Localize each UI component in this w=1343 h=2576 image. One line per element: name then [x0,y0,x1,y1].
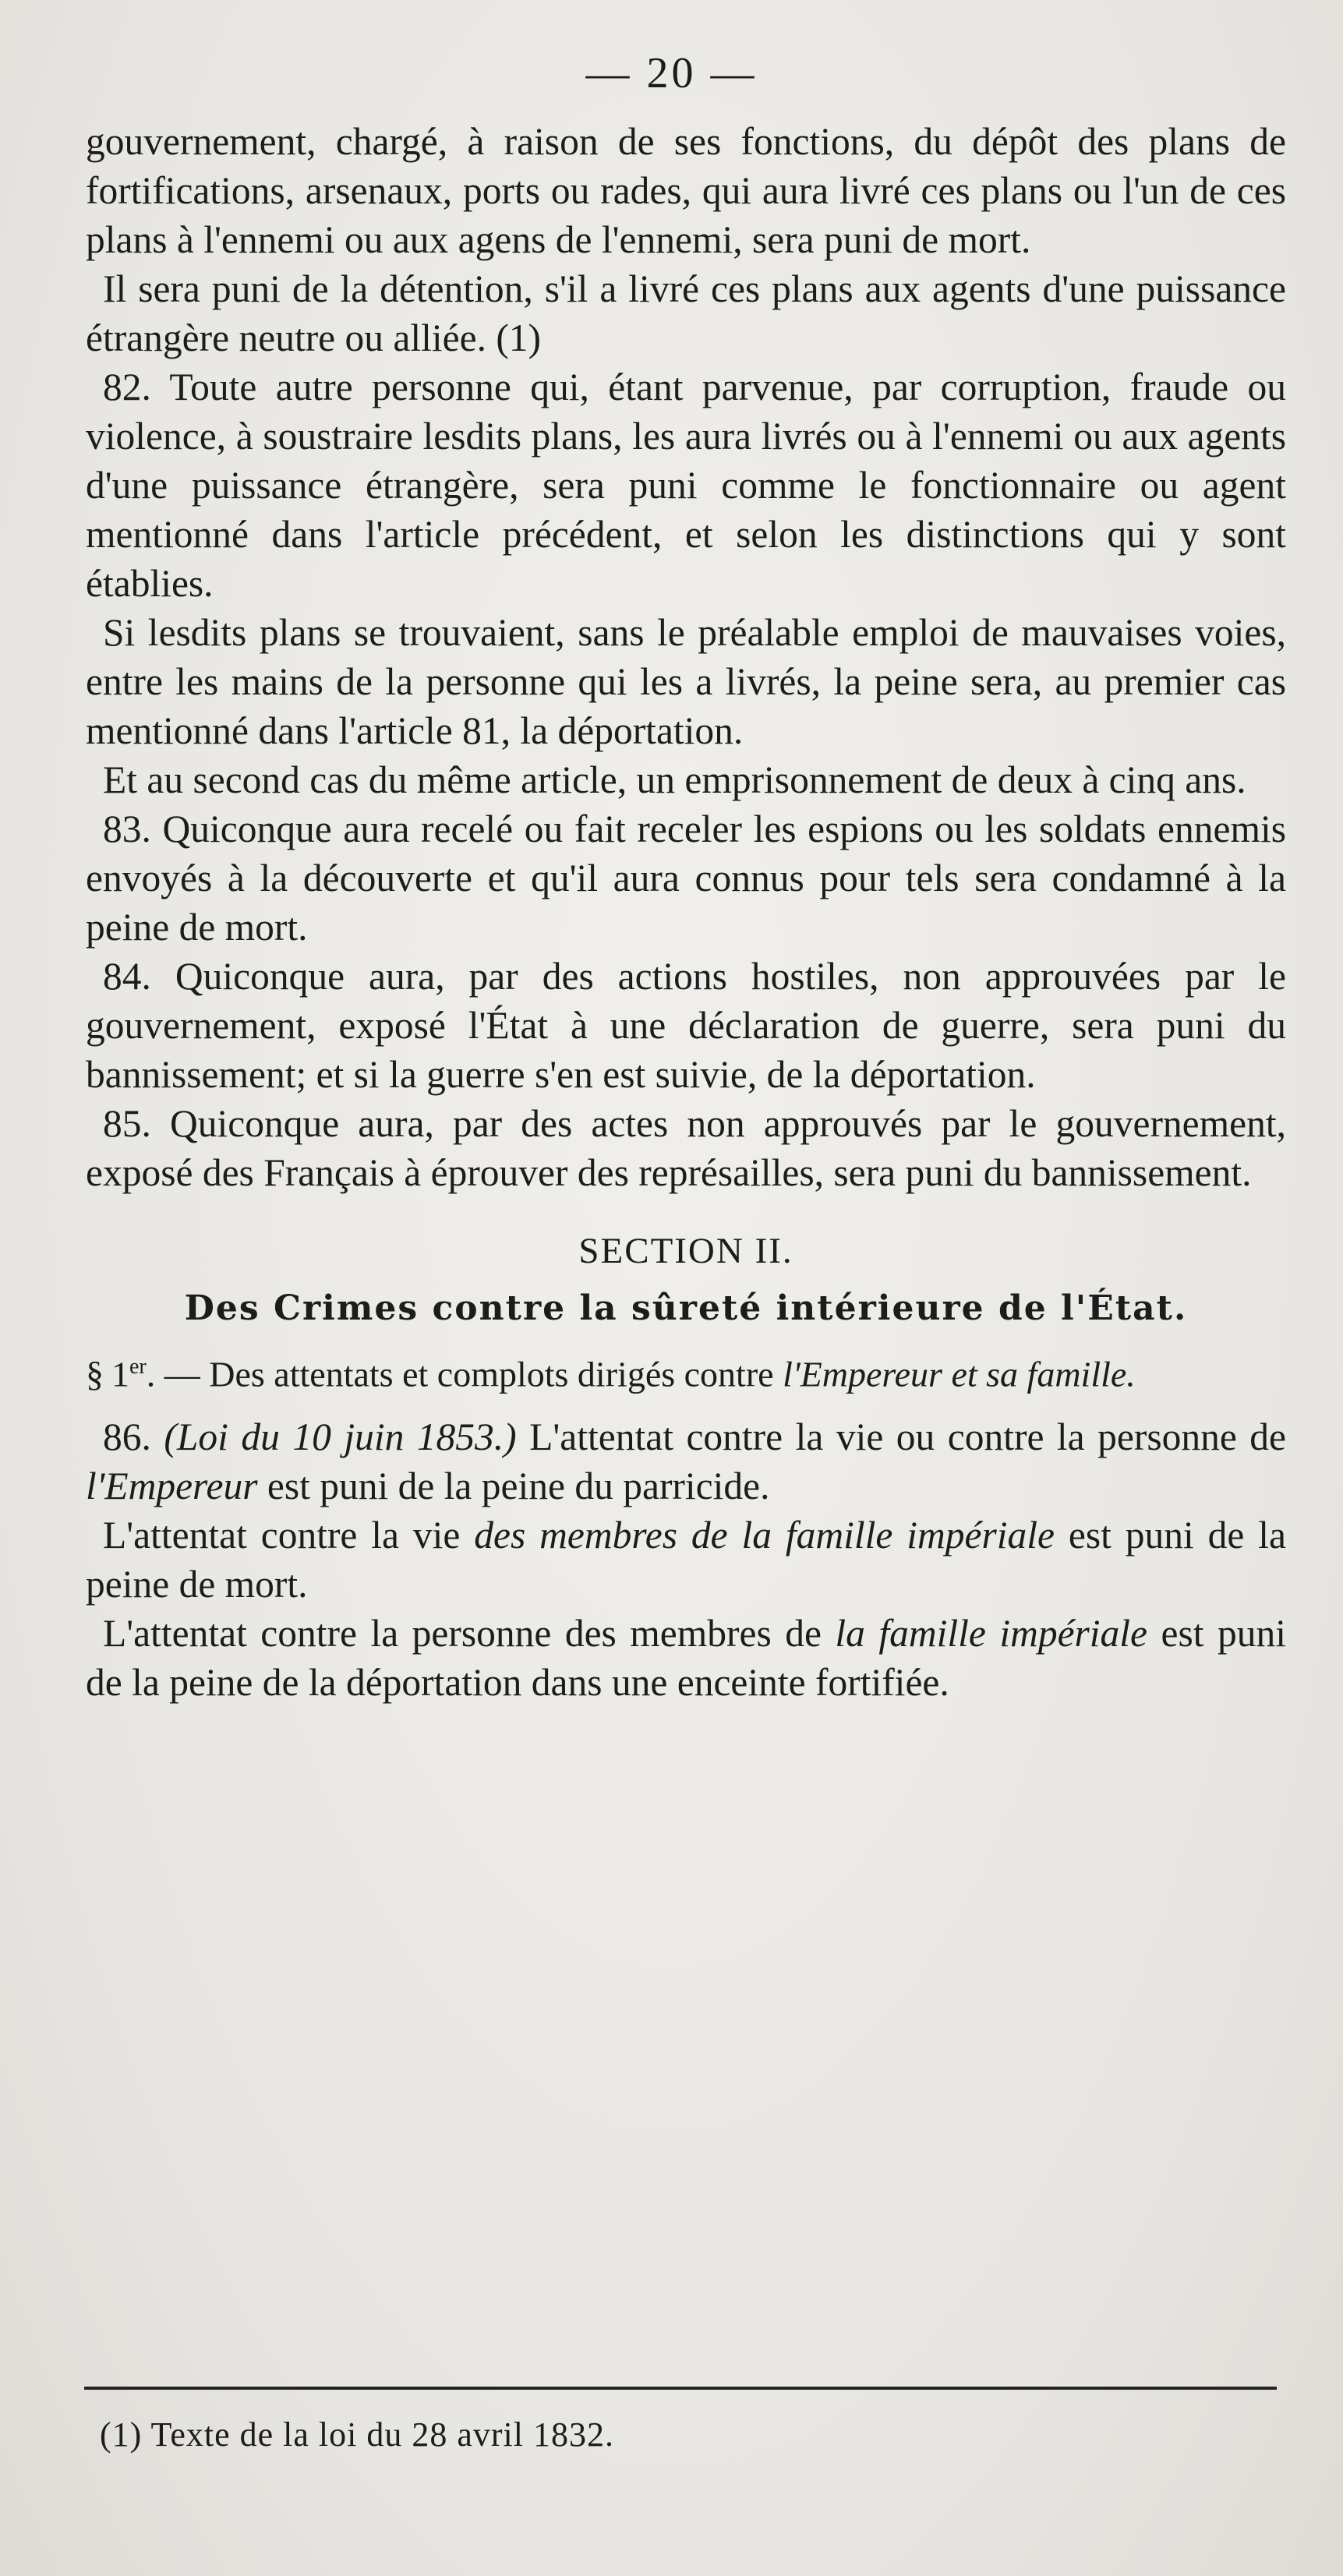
subsection-number-suffix: er [129,1355,147,1379]
paragraph-imperial-family-person-a: L'attentat contre la personne des membres de [103,1612,836,1655]
article-86-number: 86. [103,1415,151,1459]
article-86 [86,1412,1286,1511]
footnote: (1) Texte de la loi du 28 avril 1832. [100,2415,614,2454]
footnote-divider [84,2387,1277,2390]
article-86-emphasis: l'Empereur [86,1465,258,1508]
footnote-marker: (1) [496,316,542,359]
subsection-title-emphasis: l'Empereur et sa famille. [783,1354,1136,1394]
subsection-heading [86,1342,1286,1398]
paragraph-imperial-family-life-b: est puni de la peine de mort. [86,1514,1286,1606]
section-heading: SECTION II. [578,1231,793,1271]
article-82: 82. Toute autre personne qui, étant parvenue, par corruption, fraude ou violence, à soustraire lesdits plans, les aura livrés ou à l'ennemi ou aux agents d'une puissance étrangère, sera puni comme le fonctionnaire ou agent mentionné dans l'article précédent, et selon les distinctions qui y sont établies. [86,366,1286,605]
section-symbol: § [86,1354,104,1394]
subsection-number: 1 [111,1354,129,1394]
article-86-law-reference: (Loi du 10 juin 1853.) [164,1415,517,1459]
paragraph-imperial-family-person-b: est puni de la peine de la déportation dans une enceinte fortifiée. [86,1612,1286,1705]
paragraph-imperial-family-person-emphasis: la famille impériale [835,1612,1148,1655]
paragraph-detention [86,264,1286,362]
page-number-header: — 20 — [585,49,758,97]
paragraph-imperial-family-life [86,1511,1286,1609]
article-84: 84. Quiconque aura, par des actions hostiles, non approuvées par le gouvernement, exposé l'État à une déclaration de guerre, sera puni du bannissement; et si la guerre s'en est suivie, de la déportation. [86,955,1286,1096]
article-83: 83. Quiconque aura recelé ou fait receler les espions ou les soldats ennemis envoyés à la découverte et qu'il aura connus pour tels sera condamné à la peine de mort. [86,807,1286,949]
paragraph-second-case: Et au second cas du même article, un emprisonnement de deux à cinq ans. [103,758,1246,801]
section-subtitle: Des Crimes contre la sûreté intérieure de l'État. [184,1288,1188,1328]
body-text [86,117,1286,1707]
paragraph-imperial-family-life-a: L'attentat contre la vie [103,1514,475,1557]
paragraph-imperial-family-life-emphasis: des membres de la famille impériale [474,1514,1055,1557]
paragraph-plans: Si lesdits plans se trouvaient, sans le préalable emploi de mauvaises voies, entre les mains de la personne qui les a livrés, la peine sera, au premier cas mentionné dans l'article 81, la déportation. [86,611,1286,752]
article-85: 85. Quiconque aura, par des actes non approuvés par le gouvernement, exposé des Français à éprouver des représailles, sera puni du bannissement. [86,1102,1286,1194]
paragraph-imperial-family-person [86,1609,1286,1707]
article-86-text-b: est puni de la peine du parricide. [257,1465,770,1508]
paragraph-detention-text: Il sera puni de la détention, s'il a livré ces plans aux agents d'une puissance étrangère neutre ou alliée. [86,267,1286,359]
subsection-title: . — Des attentats et complots dirigés contre [146,1354,783,1394]
article-86-text-a: L'attentat contre la vie ou contre la personne de [516,1415,1287,1459]
paragraph-continuation: gouvernement, chargé, à raison de ses fonctions, du dépôt des plans de fortifications, arsenaux, ports ou rades, qui aura livré ces plans ou l'un de ces plans à l'ennemi ou aux agens de l'ennemi, sera puni de mort. [86,120,1286,261]
